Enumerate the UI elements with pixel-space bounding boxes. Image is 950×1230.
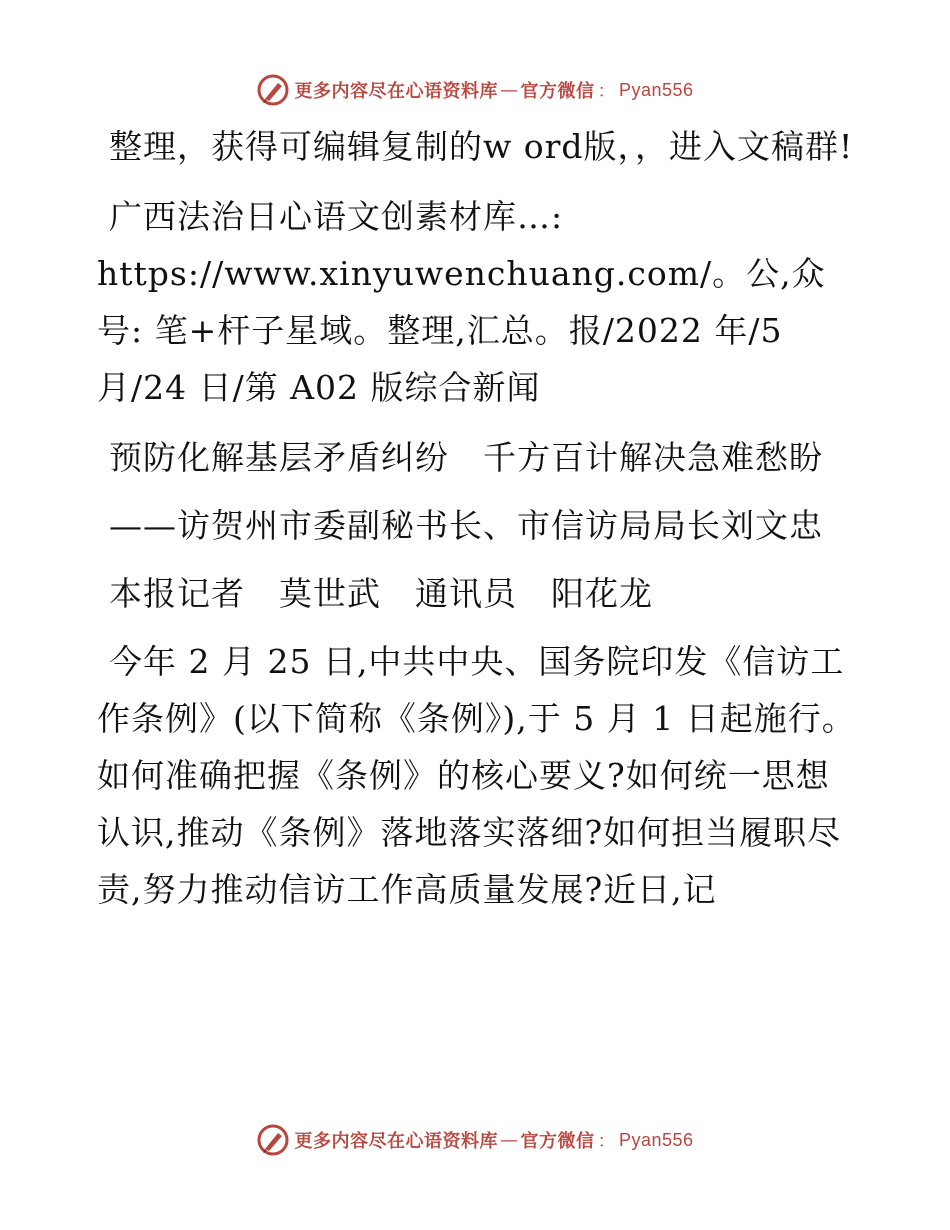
banner-wechat-id: Pyan556 — [618, 1129, 694, 1150]
footer-banner — [0, 1122, 950, 1158]
article-subtitle: ——访贺州市委副秘书长、市信访局局长刘文忠 — [109, 506, 823, 545]
paragraph-source: 广西法治日心语文创素材库…: https://www.xinyuwenchuang.com/。公,众号: 笔+杆子星域。整理,汇总。报/2022 年/5 月/24 日/第 A02 版综合新闻 — [97, 197, 826, 407]
document-body — [97, 118, 857, 931]
banner-wechat-label: 官方微信 — [520, 81, 595, 102]
banner-colon: ： — [597, 1131, 616, 1152]
banner-separator: — — [499, 79, 519, 101]
banner-site-text: 更多内容尽在心语资料库 — [294, 81, 498, 102]
banner-colon: ： — [597, 81, 616, 102]
paragraph-intro: 整理，获得可编辑复制的w ord版，，进入文稿群! — [109, 127, 854, 166]
banner-site-text: 更多内容尽在心语资料库 — [294, 1131, 498, 1152]
pen-logo-icon — [256, 73, 290, 107]
banner-wechat-label: 官方微信 — [520, 1131, 595, 1152]
article-title: 预防化解基层矛盾纠纷 千方百计解决急难愁盼 — [109, 438, 823, 477]
paragraph-body: 今年 2 月 25 日,中共中央、国务院印发《信访工作条例》(以下简称《条例》),于 5 月 1 日起施行。如何准确把握《条例》的核心要义?如何统一思想认识,推动《条例》落地落实落细?如何担当履职尽责,努力推动信访工作高质量发展?近日,记 — [97, 642, 856, 909]
article-byline: 本报记者 莫世武 通讯员 阳花龙 — [109, 574, 653, 613]
banner-separator: — — [499, 1129, 519, 1151]
banner-wechat-id: Pyan556 — [618, 79, 694, 100]
header-banner — [0, 72, 950, 108]
pen-logo-icon — [256, 1123, 290, 1157]
